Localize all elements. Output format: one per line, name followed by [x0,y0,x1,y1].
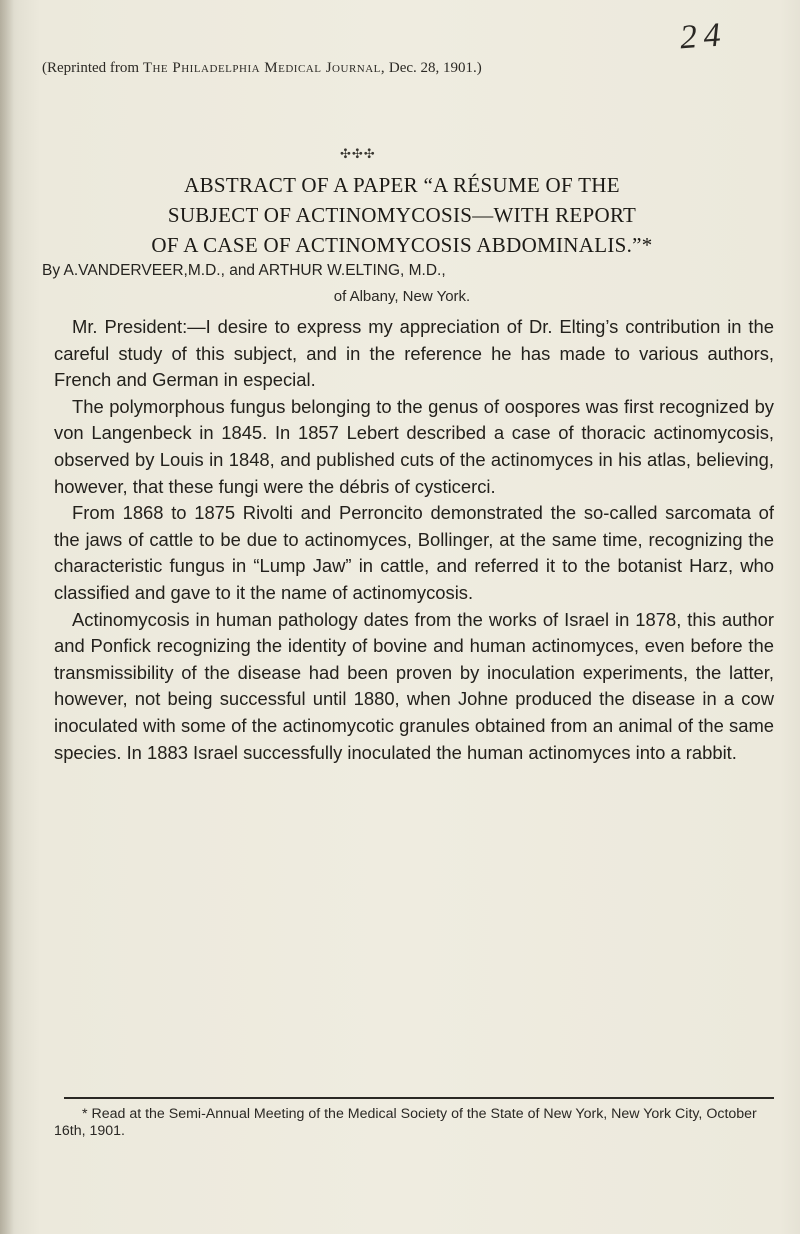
ornament-divider: ✣✣✣ [340,146,376,161]
body-paragraph: Mr. President:—I desire to express my appreciation of Dr. Elting’s contribution in the careful study of this subject, and in the reference he has made to various authors, French and German in especial. [54,316,774,391]
author-affiliation: of Albany, New York. [333,288,471,305]
article-body [54,314,774,766]
article-title [42,170,762,260]
body-paragraph: From 1868 to 1875 Rivolti and Perroncito demonstrated the so-called sarcomata of the jaws of cattle to be due to actinomyces, Bollinger, at the same time, recognizing the characteristic fungus in “Lump Jaw” in cattle, and referred it to the botanist Harz, who classified and gave to it the name of actinomycosis. [54,502,774,603]
body-paragraph: Actinomycosis in human pathology dates from the works of Israel in 1878, this author and Ponfick recognizing the identity of bovine and human actinomyces, even before the transmissibility of the disease had been proven by inoculation experiments, the latter, however, not being successful until 1880, when Johne produced the disease in a cow inoculated with some of the actinomycotic granules obtained from an animal of the same species. In 1883 Israel successfully inoculated the human actinomyces into a rabbit. [54,608,774,763]
footnote [54,1106,774,1140]
title-line: SUBJECT OF ACTINOMYCOSIS—WITH REPORT [167,203,637,227]
reprint-journal: The Philadelphia Medical Journal, [142,60,386,76]
footnote-text: * Read at the Semi-Annual Meeting of the Medical Society of the State of New York, New York City, October 16th, 1901. [54,1106,757,1139]
body-paragraph: The polymorphous fungus belonging to the genus of oospores was first recognized by von Langenbeck in 1845. In 1857 Lebert described a case of thoracic actinomycosis, observed by Louis in 1848, and published cuts of the actinomyces in his atlas, believing, however, that these fungi were the débris of cysticerci. [54,395,774,497]
page-edge-shadow [0,0,14,1234]
title-line: OF A CASE OF ACTINOMYCOSIS ABDOMINALIS.”* [151,233,653,257]
title-line: ABSTRACT OF A PAPER “A RÉSUME OF THE [184,173,620,197]
reprint-prefix: (Reprinted from [42,60,143,76]
article-authors: By A.VANDERVEER,M.D., and ARTHUR W.ELTING, M.D., [42,262,446,279]
handwritten-page-number: 2 4 [678,16,721,57]
footnote-divider [64,1097,774,1099]
reprint-date: Dec. 28, 1901.) [385,60,482,76]
reprint-notice [42,60,762,77]
